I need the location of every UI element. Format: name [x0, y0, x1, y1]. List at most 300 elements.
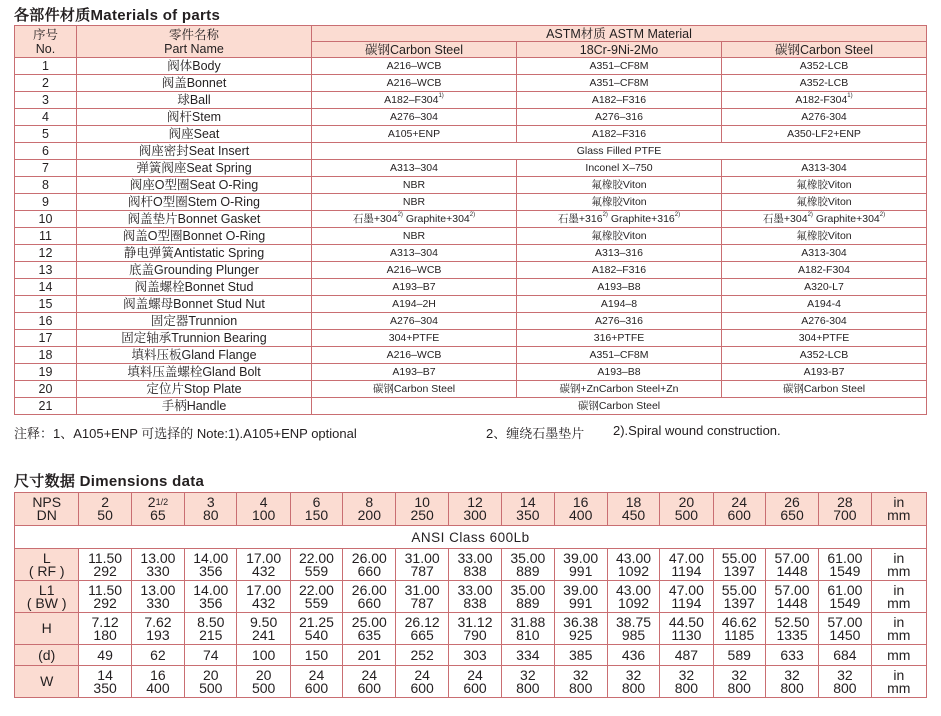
size-header: [290, 493, 342, 526]
part-name: 底盖Grounding Plunger: [77, 262, 312, 279]
part-name: 填料压板Gland Flange: [77, 347, 312, 364]
dims-cell: [290, 549, 342, 581]
mm-value: 1397: [723, 594, 755, 611]
part-row: [15, 92, 927, 109]
material-text: 氟橡胶Viton: [796, 230, 852, 242]
dims-cell: [607, 549, 659, 581]
part-no: 13: [15, 262, 77, 279]
material-text: 316+PTFE: [593, 332, 645, 344]
mm-value: 1185: [724, 626, 755, 643]
inch-value: 26.00: [351, 549, 387, 566]
dims-cell: 32 800: [502, 666, 554, 698]
dims-cell: 24 600: [448, 666, 501, 698]
dims-cell: 684: [819, 645, 871, 666]
part-name: 固定器Trunnion: [77, 313, 312, 330]
dims-cell: 303: [448, 645, 501, 666]
inch-value: 31.88: [510, 613, 546, 630]
part-material-m2: [517, 313, 722, 330]
material-text: NBR: [402, 196, 426, 208]
dims-row-w: [15, 666, 927, 698]
inch-value: 14.00: [193, 549, 229, 566]
part-material-m3: [722, 126, 927, 143]
nps-value: 4: [259, 494, 268, 510]
footnote-mark: 2): [879, 212, 886, 218]
unit-cell: in mm: [871, 613, 926, 645]
part-row: [15, 126, 927, 143]
mm-value: 660: [357, 594, 381, 611]
part-row: [15, 262, 927, 279]
material-text: A193–B8: [597, 366, 641, 378]
dimensions-title: 尺寸数据 Dimensions data: [14, 473, 205, 490]
mm-value: 991: [569, 594, 593, 611]
mm-value: 540: [304, 626, 329, 643]
size-header: [713, 493, 765, 526]
mm-value: 665: [410, 626, 434, 643]
nps-value: 26: [784, 494, 800, 510]
material-text: 碳钢Carbon Steel: [372, 383, 456, 395]
dims-cell: [343, 581, 396, 613]
ansi-class: ANSI Class 600Lb: [15, 526, 927, 549]
material-text: A351–CF8M: [589, 349, 649, 361]
nps-value: 14: [520, 494, 536, 510]
dims-cell: 150: [290, 645, 342, 666]
part-material-m1: [312, 330, 517, 347]
size-header: [237, 493, 290, 526]
dims-cell: [713, 581, 765, 613]
dims-cell: [290, 613, 342, 645]
dn-value: 450: [621, 507, 646, 523]
part-no: 2: [15, 75, 77, 92]
material-text: A216–WCB: [386, 264, 442, 276]
material-text: A313–316: [595, 247, 643, 259]
inch-value: 14.00: [193, 581, 229, 598]
size-header: [79, 493, 131, 526]
mm-value: 292: [93, 562, 117, 579]
part-no: 16: [15, 313, 77, 330]
mm-value: 889: [516, 594, 540, 611]
part-row: [15, 211, 927, 228]
part-no: 19: [15, 364, 77, 381]
dims-row: [15, 581, 927, 613]
dims-cell: [502, 549, 554, 581]
material-text: A194-4: [807, 298, 841, 310]
part-material-m2: [517, 296, 722, 313]
dims-cell: [237, 613, 290, 645]
part-row: [15, 177, 927, 194]
part-row: [15, 194, 927, 211]
inch-value: 31.00: [404, 549, 440, 566]
note-2-cn: 2、缠绕石墨垫片: [486, 426, 585, 441]
dn-value: 650: [780, 507, 804, 523]
dims-cell: [290, 581, 342, 613]
part-material-m3: [722, 279, 927, 296]
material-text: A216–WCB: [386, 60, 442, 72]
inch-value: 52.50: [774, 613, 810, 630]
dims-cell: [131, 613, 184, 645]
mm-value: 1450: [829, 626, 861, 643]
dims-cell: 385: [554, 645, 607, 666]
part-name: 静电弹簧Antistatic Spring: [77, 245, 312, 262]
inch-value: 17.00: [246, 549, 282, 566]
inch-value: 7.12: [91, 613, 119, 630]
dims-cell: 62: [131, 645, 184, 666]
mm-value: 1549: [829, 562, 861, 579]
nps-value: 18: [625, 494, 642, 510]
dims-cell: [448, 613, 501, 645]
inch-value: 26.12: [404, 613, 440, 630]
inch-value: 13.00: [140, 549, 176, 566]
mm-value: 889: [516, 562, 540, 579]
class-row: [15, 526, 927, 549]
material-text: 氟橡胶Viton: [796, 179, 852, 191]
part-no: 5: [15, 126, 77, 143]
part-material-m1: [312, 160, 517, 177]
dims-cell: [448, 549, 501, 581]
inch-value: 57.00: [827, 613, 863, 630]
part-name: 阀盖Bonnet: [77, 75, 312, 92]
header-carbon-steel: 碳钢Carbon Steel: [312, 42, 517, 58]
part-material-m3: [722, 160, 927, 177]
part-material-m3: [722, 330, 927, 347]
part-material-m1: [312, 262, 517, 279]
material-text: A276–316: [595, 315, 643, 327]
mm-value: 787: [410, 594, 434, 611]
size-header: [554, 493, 607, 526]
mm-value: 810: [516, 626, 540, 643]
part-material-m3: [722, 245, 927, 262]
dims-cell: 32 800: [765, 666, 818, 698]
inch-value: 33.00: [457, 549, 493, 566]
dims-cell: 74: [185, 645, 237, 666]
part-material-m2: [517, 92, 722, 109]
size-header: [131, 493, 184, 526]
dims-cell: [819, 613, 871, 645]
dims-cell: [343, 549, 396, 581]
footnote-mark: 1): [438, 93, 444, 99]
inch-value: 7.62: [144, 613, 172, 630]
part-row: [15, 364, 927, 381]
mm-value: 1397: [723, 562, 755, 579]
material-text: 氟橡胶Viton: [591, 179, 647, 191]
part-material-m1: [312, 194, 517, 211]
dims-row-label: H: [15, 613, 79, 645]
part-name: 阀杆Stem: [77, 109, 312, 126]
part-name: 球Ball: [77, 92, 312, 109]
mm-value: 330: [146, 594, 170, 611]
part-name: 填料压盖螺栓Gland Bolt: [77, 364, 312, 381]
dims-cell: [79, 549, 131, 581]
part-name: 弹簧阀座Seat Spring: [77, 160, 312, 177]
dims-cell: [185, 613, 237, 645]
part-material-m2: [517, 347, 722, 364]
dims-row-label: (d): [15, 645, 79, 666]
part-row: [15, 160, 927, 177]
dims-cell: 589: [713, 645, 765, 666]
inch-value: 43.00: [616, 581, 652, 598]
part-row: [15, 296, 927, 313]
inch-value: 35.00: [510, 549, 546, 566]
part-material-m3: [722, 313, 927, 330]
material-text: A351–CF8M: [589, 77, 649, 89]
material-text: 氟橡胶Viton: [591, 196, 647, 208]
inch-value: 47.00: [668, 581, 704, 598]
dims-cell: 32 800: [607, 666, 659, 698]
dn-value: 80: [202, 507, 219, 523]
part-material-m2: [517, 330, 722, 347]
unit-header: in mm: [871, 493, 926, 526]
part-material-m1: [312, 177, 517, 194]
mm-value: 838: [463, 594, 487, 611]
part-name: 阀盖螺栓Bonnet Stud: [77, 279, 312, 296]
header-stainless: 18Cr-9Ni-2Mo: [517, 42, 722, 58]
mm-value: 559: [304, 594, 329, 611]
part-name: 阀座O型圈Seat O-Ring: [77, 177, 312, 194]
material-text: NBR: [402, 230, 426, 242]
nps-value: 2: [147, 494, 156, 510]
inch-value: 57.00: [774, 549, 810, 566]
mm-value: 1092: [617, 562, 650, 579]
inch-value: 11.50: [88, 549, 123, 566]
footnote-mark: 2): [397, 212, 403, 218]
part-material-m2: [517, 194, 722, 211]
part-name: 阀盖螺母Bonnet Stud Nut: [77, 296, 312, 313]
part-material-m1: [312, 126, 517, 143]
inch-value: 46.62: [721, 613, 757, 630]
material-text: 氟橡胶Viton: [591, 230, 647, 242]
part-row: [15, 143, 927, 160]
inch-value: 22.00: [298, 581, 334, 598]
material-text: A276-304: [801, 111, 847, 123]
footnote-mark: 2): [602, 212, 608, 218]
part-no: 10: [15, 211, 77, 228]
dims-cell: [607, 613, 659, 645]
part-material-m3: [722, 364, 927, 381]
dims-cell: 32 800: [660, 666, 713, 698]
inch-value: 35.00: [510, 581, 546, 598]
part-material-m1: [312, 245, 517, 262]
footnote-mark: 1): [847, 93, 853, 99]
material-text: A182-F304: [798, 264, 850, 276]
dims-cell: [396, 549, 448, 581]
dims-cell: [554, 581, 607, 613]
material-text: A276–316: [595, 111, 643, 123]
dims-cell: 20 500: [237, 666, 290, 698]
material-text: A193–B8: [597, 281, 641, 293]
part-material-m3: [722, 211, 927, 228]
part-no: 8: [15, 177, 77, 194]
part-material-m1: [312, 279, 517, 296]
part-name: 阀体Body: [77, 58, 312, 75]
inch-value: 33.00: [457, 581, 493, 598]
dimensions-table: [14, 492, 927, 698]
mm-value: 1194: [671, 594, 702, 611]
dims-row: [15, 613, 927, 645]
inch-value: 8.50: [197, 613, 225, 630]
size-header: [607, 493, 659, 526]
nps-value: 12: [467, 494, 483, 510]
part-material-m1: [312, 347, 517, 364]
dims-cell: 49: [79, 645, 131, 666]
part-material-m2: [517, 381, 722, 398]
part-material-m1: [312, 109, 517, 126]
dims-cell: [131, 581, 184, 613]
dn-value: 700: [833, 507, 857, 523]
inch-value: 57.00: [774, 581, 810, 598]
dn-value: 200: [357, 507, 381, 523]
material-text: 304+PTFE: [798, 332, 850, 344]
dims-cell: [660, 581, 713, 613]
mm-value: 660: [357, 562, 381, 579]
inch-value: 39.00: [563, 549, 599, 566]
material-text: A313-304: [801, 247, 847, 259]
dn-value: 600: [727, 507, 751, 523]
footnote-mark: 2): [807, 212, 813, 218]
mm-value: 180: [93, 626, 117, 643]
material-text: A194–8: [600, 298, 638, 310]
material-text: A351–CF8M: [589, 60, 649, 72]
mm-value: 559: [304, 562, 329, 579]
dims-cell: 24 600: [343, 666, 396, 698]
dn-value: 500: [674, 507, 699, 523]
part-row: [15, 347, 927, 364]
nps-value: 10: [414, 494, 430, 510]
material-text: A216–WCB: [386, 77, 442, 89]
part-name: 阀座密封Seat Insert: [77, 143, 312, 160]
mm-value: 356: [199, 562, 223, 579]
inch-value: 55.00: [721, 581, 757, 598]
material-text: 氟橡胶Viton: [796, 196, 852, 208]
nps-value: 6: [312, 494, 321, 510]
material-text-en: Graphite+304: [812, 213, 880, 225]
dn-value: 50: [97, 507, 113, 523]
mm-value: 356: [199, 594, 223, 611]
mm-value: 991: [569, 562, 593, 579]
dims-cell: 32 800: [554, 666, 607, 698]
material-text: 石墨+316: [557, 213, 603, 225]
material-text: A182–F316: [591, 264, 647, 276]
dims-cell: 252: [396, 645, 448, 666]
mm-value: 215: [199, 626, 223, 643]
part-material-m3: [722, 177, 927, 194]
part-row: [15, 381, 927, 398]
dims-cell: 32 800: [819, 666, 871, 698]
dims-cell: [660, 613, 713, 645]
inch-value: 43.00: [616, 549, 652, 566]
mm-value: 292: [93, 594, 117, 611]
size-header: [819, 493, 871, 526]
material-text: A194–2H: [392, 298, 436, 310]
part-material-m1: [312, 296, 517, 313]
dims-row-label: W: [15, 666, 79, 698]
dims-cell: 487: [660, 645, 713, 666]
inch-value: 47.00: [668, 549, 704, 566]
part-material-m3: [722, 109, 927, 126]
mm-value: 1448: [776, 562, 808, 579]
footnote-mark: 2): [674, 212, 681, 218]
dims-cell: 24 600: [290, 666, 342, 698]
dims-cell: [554, 549, 607, 581]
part-material-m1: [312, 364, 517, 381]
material-text: A276–304: [390, 111, 438, 123]
dims-cell: [502, 581, 554, 613]
dims-cell: [713, 549, 765, 581]
dims-cell: [502, 613, 554, 645]
inch-value: 39.00: [563, 581, 599, 598]
part-name: 阀杆O型圈Stem O-Ring: [77, 194, 312, 211]
materials-table: [14, 25, 927, 415]
material-text: A350-LF2+ENP: [787, 128, 861, 140]
part-material-m1: [312, 313, 517, 330]
dims-cell: 14 350: [79, 666, 131, 698]
mm-value: 985: [621, 626, 646, 643]
dims-cell: [765, 549, 818, 581]
part-row: [15, 109, 927, 126]
inch-value: 61.00: [827, 581, 863, 598]
part-no: 21: [15, 398, 77, 415]
material-text: A276-304: [801, 315, 847, 327]
inch-value: 61.00: [827, 549, 863, 566]
nps-value: 20: [678, 494, 695, 510]
part-material-m2: [517, 245, 722, 262]
material-text: A193–B7: [392, 281, 436, 293]
material-text: A313–304: [390, 247, 438, 259]
material-text: A193–B7: [392, 366, 436, 378]
mm-value: 1549: [829, 594, 861, 611]
part-no: 1: [15, 58, 77, 75]
dims-cell: [237, 581, 290, 613]
dims-cell: [343, 613, 396, 645]
material-text: A313–304: [390, 162, 438, 174]
dn-value: 300: [463, 507, 487, 523]
dims-cell: 24 600: [396, 666, 448, 698]
mm-value: 838: [463, 562, 487, 579]
part-material-m1: [312, 92, 517, 109]
part-row: [15, 398, 927, 415]
mm-value: 432: [251, 562, 276, 579]
header-part-name: 零件名称 Part Name: [77, 26, 312, 58]
dims-cell: [185, 549, 237, 581]
material-text: A276–304: [390, 315, 438, 327]
dn-value: 400: [569, 507, 593, 523]
material-text: A216–WCB: [386, 349, 442, 361]
inch-value: 13.00: [140, 581, 176, 598]
part-material-m1: [312, 58, 517, 75]
part-material-m3: [722, 75, 927, 92]
part-row: [15, 75, 927, 92]
part-material-m3: [722, 58, 927, 75]
note-2-en: 2).Spiral wound construction.: [613, 423, 781, 438]
inch-value: 36.38: [563, 613, 599, 630]
dims-row: [15, 549, 927, 581]
mm-value: 330: [146, 562, 170, 579]
dims-cell: [660, 549, 713, 581]
size-header: [765, 493, 818, 526]
inch-value: 22.00: [298, 549, 334, 566]
material-text: A352-LCB: [799, 60, 849, 72]
size-header: [396, 493, 448, 526]
part-material-m3: [722, 262, 927, 279]
part-material-m3: [722, 228, 927, 245]
part-material-all: 碳钢Carbon Steel: [312, 398, 927, 415]
part-material-m2: [517, 58, 722, 75]
dims-cell: [819, 549, 871, 581]
material-text: A182–F316: [591, 94, 647, 106]
dims-row-label: L1 ( BW ): [15, 581, 79, 613]
part-material-m2: [517, 126, 722, 143]
material-text: A193-B7: [803, 366, 845, 378]
part-no: 20: [15, 381, 77, 398]
material-text: NBR: [402, 179, 426, 191]
